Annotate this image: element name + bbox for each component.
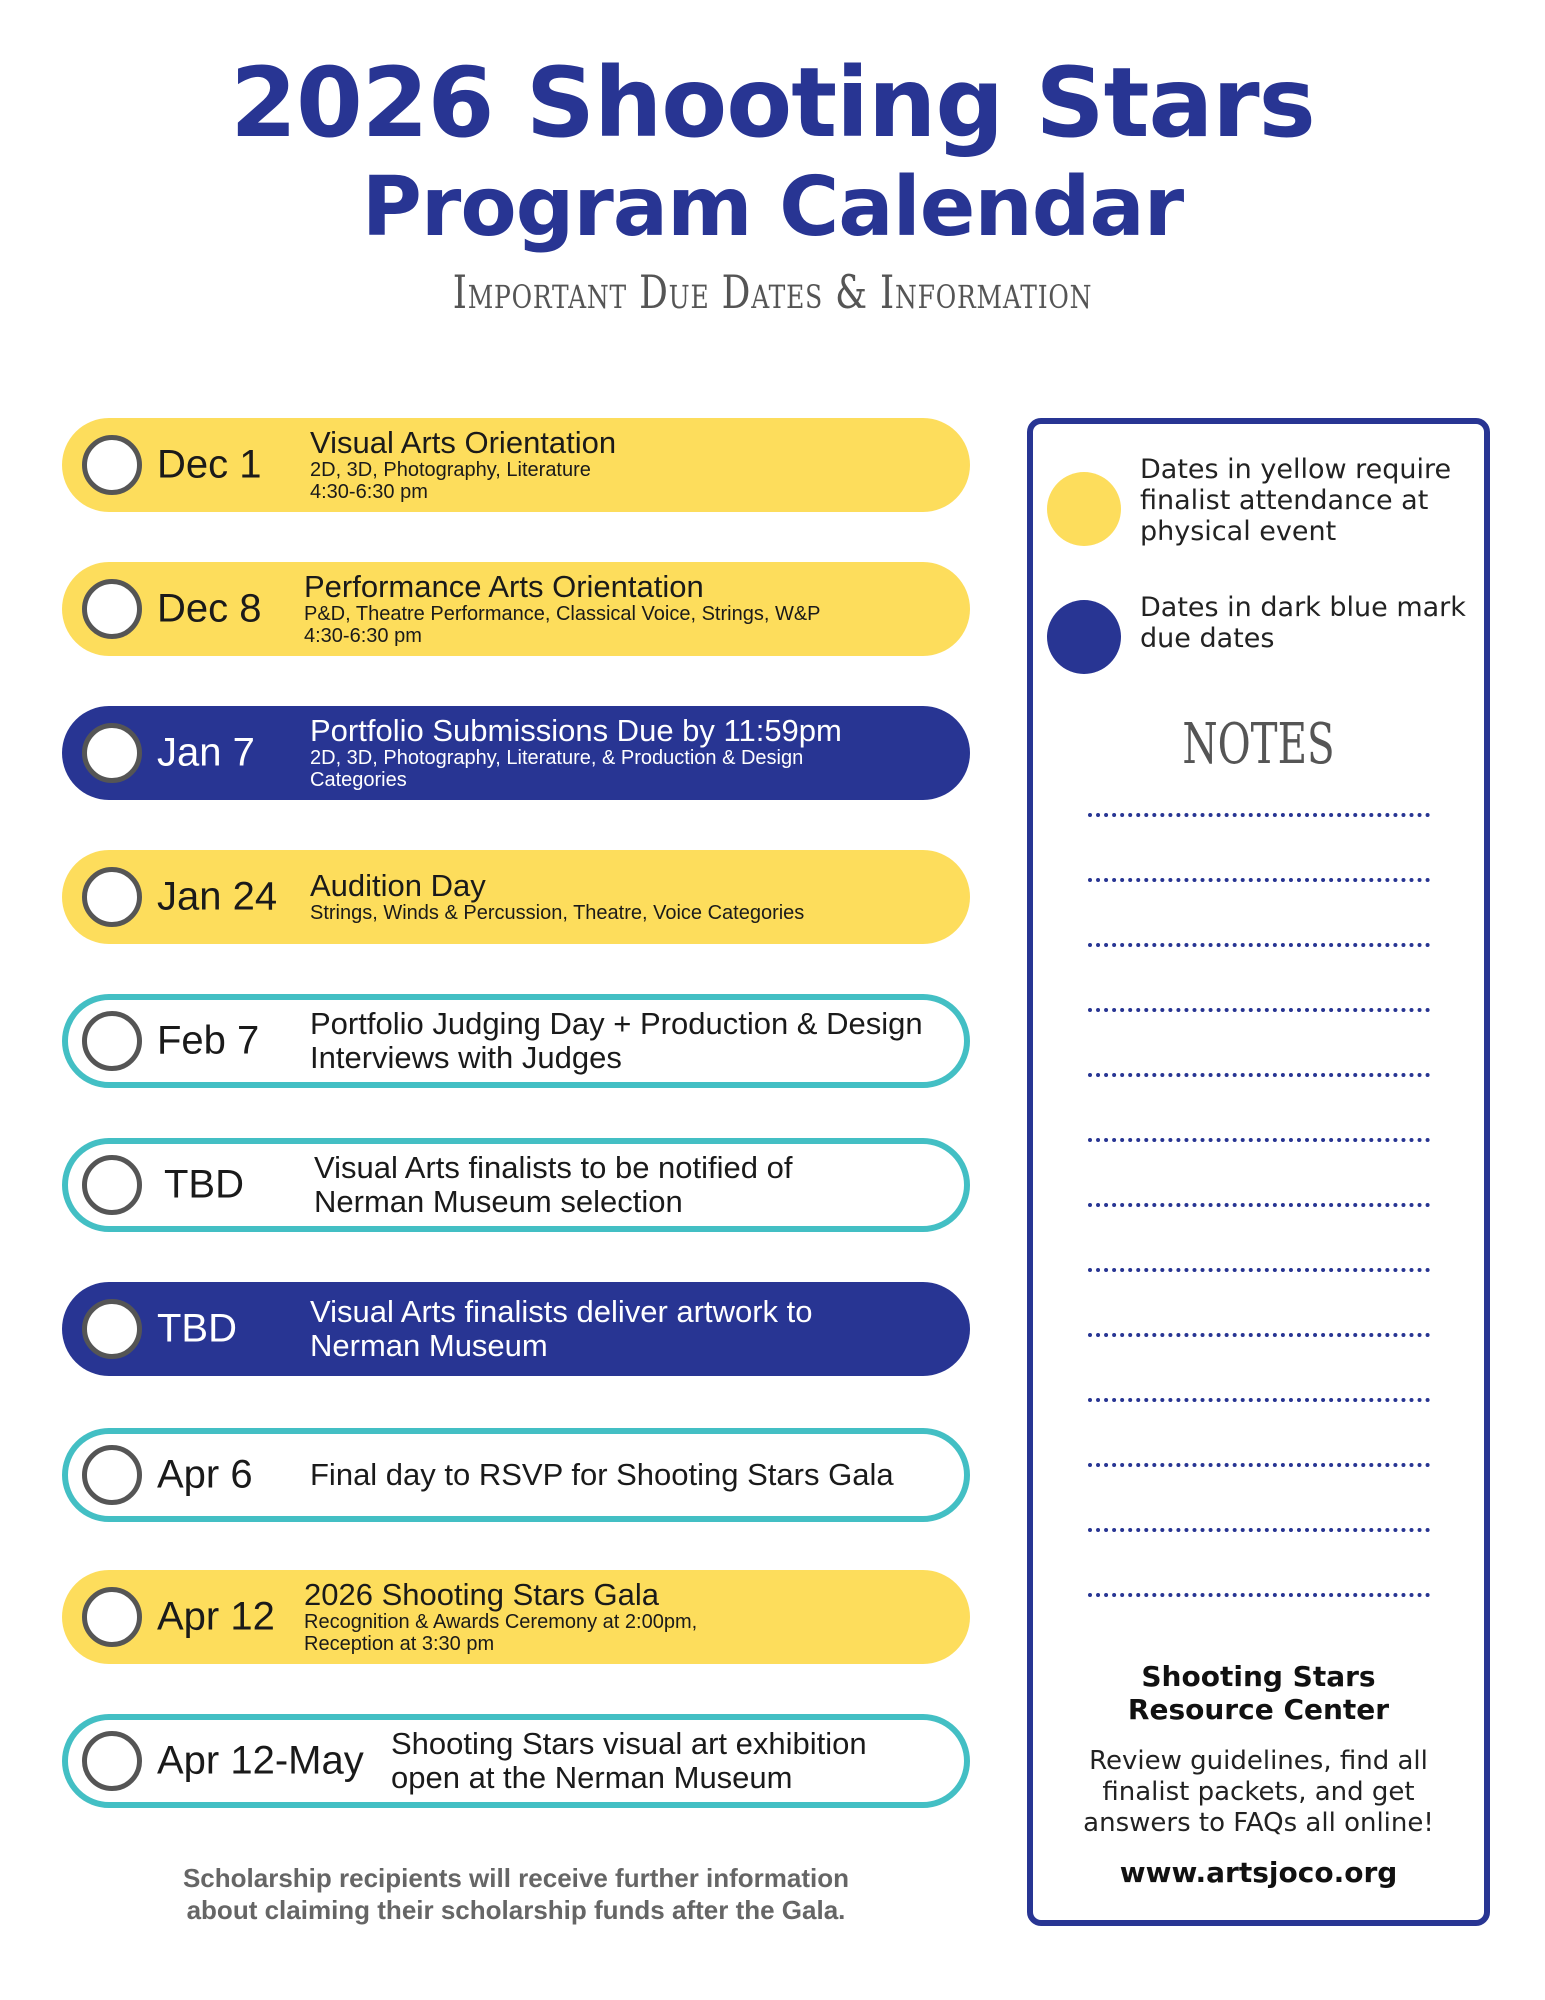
event-text: open at the Nerman Museum: [391, 1760, 793, 1795]
note-line[interactable]: [1088, 1008, 1430, 1012]
event-checkbox[interactable]: [82, 1445, 142, 1505]
event-date: Apr 6: [157, 1452, 253, 1497]
event-detail: Reception at 3:30 pm: [304, 1633, 495, 1655]
resource-center-text-line: Review guidelines, find all: [1089, 1746, 1428, 1776]
event-text: Nerman Museum selection: [314, 1184, 683, 1219]
event-row[interactable]: [62, 1282, 970, 1376]
yellow-legend-dot: [1047, 472, 1121, 546]
event-checkbox[interactable]: [82, 435, 142, 495]
event-text: Shooting Stars visual art exhibition: [391, 1726, 867, 1761]
note-line[interactable]: [1088, 1073, 1430, 1077]
event-row[interactable]: [62, 418, 970, 512]
event-checkbox[interactable]: [82, 723, 142, 783]
note-line[interactable]: [1088, 878, 1430, 882]
event-detail: Strings, Winds & Percussion, Theatre, Voice Categories: [310, 902, 805, 924]
event-date: Dec 1: [157, 442, 262, 487]
resource-center-title-line: Resource Center: [1127, 1693, 1390, 1726]
note-line[interactable]: [1088, 1203, 1430, 1207]
event-row[interactable]: [62, 1138, 970, 1232]
resource-center-text-line: finalist packets, and get: [1102, 1777, 1415, 1807]
event-row[interactable]: [62, 1428, 970, 1522]
event-description: [310, 427, 950, 503]
note-line[interactable]: [1088, 1463, 1430, 1467]
event-date: Jan 7: [157, 730, 255, 775]
event-date: Feb 7: [157, 1018, 260, 1063]
event-detail: 2D, 3D, Photography, Literature: [310, 459, 591, 481]
event-checkbox[interactable]: [82, 1011, 142, 1071]
event-date: Apr 12-May: [157, 1738, 364, 1783]
event-description: [310, 1007, 950, 1075]
event-row[interactable]: [62, 706, 970, 800]
scholarship-note: [62, 1862, 970, 1926]
event-checkbox[interactable]: [82, 867, 142, 927]
note-line[interactable]: [1088, 1333, 1430, 1337]
event-row[interactable]: [62, 994, 970, 1088]
event-title: Audition Day: [310, 868, 486, 903]
event-row[interactable]: [62, 850, 970, 944]
event-date: Jan 24: [157, 874, 278, 919]
blue-legend-dot: [1047, 600, 1121, 674]
event-row[interactable]: [62, 1570, 970, 1664]
note-line[interactable]: [1088, 1398, 1430, 1402]
event-text: Final day to RSVP for Shooting Stars Gala: [310, 1457, 894, 1492]
event-text: Interviews with Judges: [310, 1040, 622, 1075]
side-panel: [1027, 418, 1490, 1926]
resource-center-text-line: answers to FAQs all online!: [1083, 1808, 1434, 1838]
resource-center-title-line: Shooting Stars: [1141, 1660, 1376, 1693]
event-detail: 4:30-6:30 pm: [304, 625, 422, 647]
resource-center-text: [1033, 1746, 1484, 1839]
event-description: [310, 715, 950, 791]
event-description: [304, 571, 944, 647]
note-line[interactable]: [1088, 1138, 1430, 1142]
notes-title: NOTES: [1182, 712, 1335, 777]
note-line[interactable]: [1088, 943, 1430, 947]
event-text: Visual Arts finalists deliver artwork to: [310, 1294, 813, 1329]
event-title: 2026 Shooting Stars Gala: [304, 1577, 660, 1612]
event-detail: 2D, 3D, Photography, Literature, & Production & Design: [310, 747, 804, 769]
event-date: Apr 12: [157, 1594, 275, 1639]
note-line[interactable]: [1088, 1593, 1430, 1597]
event-checkbox[interactable]: [82, 579, 142, 639]
event-checkbox[interactable]: [82, 1587, 142, 1647]
event-date: TBD: [164, 1162, 244, 1207]
event-text: Portfolio Judging Day + Production & Design: [310, 1006, 923, 1041]
event-title: Portfolio Submissions Due by 11:59pm: [310, 713, 842, 748]
event-title: Performance Arts Orientation: [304, 569, 704, 604]
event-detail: P&D, Theatre Performance, Classical Voice, Strings, W&P: [304, 603, 821, 625]
note-line[interactable]: [1088, 1528, 1430, 1532]
website-link[interactable]: www.artsjoco.org: [1119, 1856, 1398, 1889]
event-text: Nerman Museum: [310, 1328, 548, 1363]
event-checkbox[interactable]: [82, 1299, 142, 1359]
event-description: [310, 1458, 950, 1492]
event-description: [314, 1151, 954, 1219]
event-description: [391, 1727, 961, 1795]
event-title: Visual Arts Orientation: [310, 425, 617, 460]
page-title-line-1: 2026 Shooting Stars: [230, 47, 1315, 159]
event-description: [304, 1579, 944, 1655]
note-line[interactable]: [1088, 813, 1430, 817]
event-checkbox[interactable]: [82, 1155, 142, 1215]
event-description: [310, 870, 950, 924]
event-row[interactable]: [62, 562, 970, 656]
page-title-line-2: Program Calendar: [361, 160, 1184, 255]
event-date: Dec 8: [157, 586, 262, 631]
blue-legend-text: Dates in dark blue mark due dates: [1140, 592, 1466, 654]
scholarship-note-line: Scholarship recipients will receive further information: [182, 1863, 850, 1893]
note-line[interactable]: [1088, 1268, 1430, 1272]
page-subtitle: Important Due Dates & Information: [452, 265, 1093, 319]
yellow-legend-text: Dates in yellow require finalist attendance at physical event: [1140, 454, 1452, 547]
event-description: [310, 1295, 950, 1363]
event-date: TBD: [157, 1306, 237, 1351]
event-detail: Categories: [310, 769, 407, 791]
resource-center-title: [1033, 1660, 1484, 1726]
event-text: Visual Arts finalists to be notified of: [314, 1150, 793, 1185]
event-checkbox[interactable]: [82, 1731, 142, 1791]
event-row[interactable]: [62, 1714, 970, 1808]
event-detail: Recognition & Awards Ceremony at 2:00pm,: [304, 1611, 698, 1633]
event-detail: 4:30-6:30 pm: [310, 481, 428, 503]
scholarship-note-line: about claiming their scholarship funds after the Gala.: [186, 1895, 846, 1925]
